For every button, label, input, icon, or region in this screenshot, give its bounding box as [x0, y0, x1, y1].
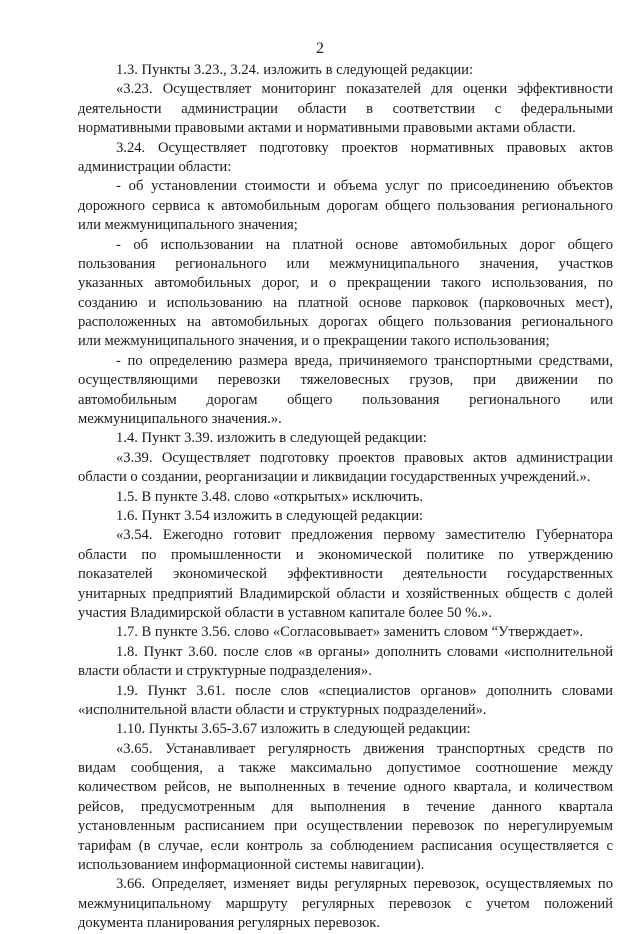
text-line: «3.39. Осуществляет подготовку проектов правовых актов администрации	[116, 449, 613, 466]
text-line: - об использовании на платной основе автомобильных дорог общего	[116, 236, 613, 253]
text-line: области о создании, реорганизации и ликвидации государственных учреждений.».	[78, 469, 591, 486]
text-line: дорожного сервиса к автомобильным дорогам общего пользования регионального	[78, 197, 613, 214]
text-line: использованием информационной системы навигации).	[78, 857, 425, 874]
text-line: нормативными правовыми актами и нормативными правовыми актами области.	[78, 120, 576, 137]
text-line: унитарных предприятий Владимирской области и хозяйственных обществ с долей	[78, 585, 613, 602]
text-line: «3.23. Осуществляет мониторинг показателей для оценки эффективности	[116, 81, 613, 98]
text-line: межмуниципального значения.».	[78, 411, 282, 428]
text-line: власти области и структурные подразделения».	[78, 663, 372, 680]
text-line: 1.9. Пункт 3.61. после слов «специалистов органов» дополнить словами	[116, 682, 613, 699]
text-line: установленным расписанием при осуществлении перевозок по нерегулируемым	[78, 818, 613, 835]
text-line: 1.5. В пункте 3.48. слово «открытых» исключить.	[116, 488, 424, 505]
text-line: области по промышленности и экономической политике по утверждению	[78, 546, 613, 563]
text-line: пользования регионального или межмуниципального значения, участков	[78, 255, 613, 272]
text-line: документа планирования регулярных перевозок.	[78, 915, 380, 932]
page-number: 2	[316, 40, 324, 57]
text-line: 1.4. Пункт 3.39. изложить в следующей редакции:	[116, 430, 427, 447]
text-line: 1.10. Пункты 3.65-3.67 изложить в следующей редакции:	[116, 721, 471, 738]
text-line: созданию и использованию на платной основе парковок (парковочных мест),	[78, 294, 613, 311]
text-line: - об установлении стоимости и объема услуг по присоединению объектов	[116, 178, 613, 195]
text-line: участия Владимирской области в уставном капитале более 50 %.».	[78, 604, 492, 621]
document-body	[78, 61, 613, 934]
text-line: 1.8. Пункт 3.60. после слов «в органы» дополнить словами «исполнительной	[116, 643, 613, 660]
text-line: количеством рейсов, не выполненных в течение одного квартала, и количеством	[78, 779, 613, 796]
text-line: 3.66. Определяет, изменяет виды регулярных перевозок, осуществляемых по	[116, 876, 613, 893]
text-line: 3.24. Осуществляет подготовку проектов нормативных правовых актов	[116, 139, 613, 156]
text-line: видам сообщения, а также максимально допустимое соотношение между	[78, 760, 613, 777]
text-line: осуществляющими перевозки тяжеловесных грузов, при движении по	[78, 372, 613, 389]
text-line: тарифам (в случае, если контроль за соблюдением расписания осуществляется с	[78, 837, 613, 854]
text-line: автомобильным дорогам общего пользования регионального или	[78, 391, 613, 408]
text-line: межмуниципальному маршруту регулярных перевозок с учетом положений	[78, 895, 613, 912]
text-line: или межмуниципального значения;	[78, 217, 298, 234]
text-line: 1.3. Пункты 3.23., 3.24. изложить в следующей редакции:	[116, 62, 474, 78]
text-line: указанных автомобильных дорог, и о прекращении такого использования, по	[78, 275, 613, 292]
text-line: - по определению размера вреда, причиняемого транспортными средствами,	[116, 352, 613, 369]
text-line: «3.65. Устанавливает регулярность движения транспортных средств по	[116, 740, 613, 757]
text-line: 1.6. Пункт 3.54 изложить в следующей редакции:	[116, 507, 424, 524]
text-line: «исполнительной власти области и структурных подразделений».	[78, 701, 487, 718]
text-line: «3.54. Ежегодно готовит предложения первому заместителю Губернатора	[116, 527, 613, 544]
text-line: рейсов, предусмотренным для выполнения в течение данного квартала	[78, 798, 613, 815]
text-line: или межмуниципального значения, и о прекращении такого использования;	[78, 333, 550, 350]
text-line: показателей экономической эффективности деятельности государственных	[78, 566, 613, 583]
text-line: администрации области:	[78, 158, 232, 175]
text-line: расположенных на автомобильных дорогах общего пользования регионального	[78, 314, 613, 331]
text-line: деятельности администрации области в соответствии с федеральными	[78, 100, 613, 117]
text-line: 1.7. В пункте 3.56. слово «Согласовывает» заменить словом “Утверждает».	[116, 624, 584, 641]
